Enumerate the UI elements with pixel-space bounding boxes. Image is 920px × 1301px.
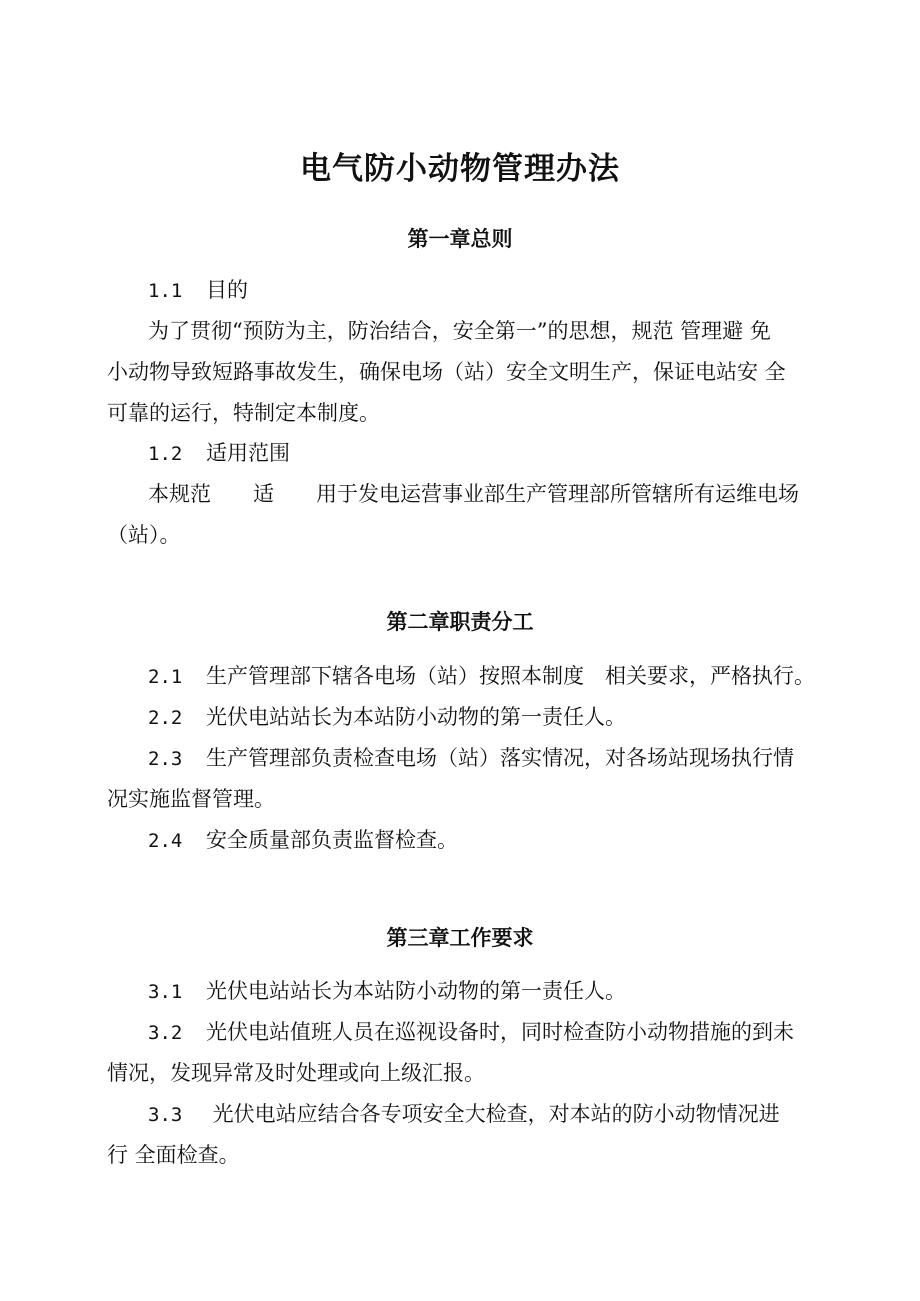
clause-text: 适用范围 bbox=[206, 441, 290, 465]
clause-number: 2.3 bbox=[148, 748, 183, 770]
clause-1-1-body bbox=[107, 311, 819, 434]
clause-2-3 bbox=[107, 738, 819, 820]
chapter-2-heading: 第二章职责分工 bbox=[386, 609, 534, 634]
clause-2-4 bbox=[107, 820, 819, 861]
clause-text: 目的 bbox=[206, 278, 248, 302]
paragraph-line: 本规范 适 用于发电运营事业部生产管理部所管辖所有运维电场 bbox=[148, 482, 799, 506]
clause-text: 光伏电站站长为本站防小动物的第一责任人。 bbox=[206, 979, 626, 1003]
clause-2-1 bbox=[107, 656, 819, 697]
paragraph-line: 况实施监督管理。 bbox=[107, 787, 275, 811]
chapter-3-heading: 第三章工作要求 bbox=[386, 925, 534, 950]
clause-number: 2.2 bbox=[148, 707, 183, 729]
clause-3-2 bbox=[107, 1012, 819, 1094]
clause-3-1 bbox=[107, 971, 819, 1012]
paragraph-line: 情况，发现异常及时处理或向上级汇报。 bbox=[107, 1061, 485, 1085]
clause-1-2-body bbox=[107, 474, 819, 556]
clause-text: 生产管理部负责检查电场（站）落实情况，对各场站现场执行情 bbox=[206, 746, 794, 770]
clause-number: 2.4 bbox=[148, 830, 183, 852]
clause-1-1 bbox=[107, 270, 819, 311]
clause-number: 3.3 bbox=[148, 1104, 183, 1126]
paragraph-line: （站）。 bbox=[107, 523, 181, 547]
clause-text: 光伏电站站长为本站防小动物的第一责任人。 bbox=[206, 705, 626, 729]
clause-text: 光伏电站值班人员在巡视设备时，同时检查防小动物措施的到未 bbox=[206, 1020, 794, 1044]
clause-text: 生产管理部下辖各电场（站）按照本制度 相关要求，严格执行。 bbox=[206, 664, 815, 688]
paragraph-line: 可靠的运行，特制定本制度。 bbox=[107, 401, 380, 425]
chapter-1-heading: 第一章总则 bbox=[407, 226, 513, 251]
clause-2-2 bbox=[107, 697, 819, 738]
clause-number: 1.1 bbox=[148, 280, 183, 302]
clause-number: 1.2 bbox=[148, 443, 183, 465]
paragraph-line: 小动物导致短路事故发生，确保电场（站）安全文明生产，保证电站安 全 bbox=[107, 360, 786, 384]
clause-text: 光伏电站应结合各专项安全大检查，对本站的防小动物情况进 bbox=[206, 1102, 780, 1126]
paragraph-line: 为了贯彻“预防为主，防治结合，安全第一”的思想，规范 管理避 免 bbox=[148, 319, 771, 343]
paragraph-line: 行 全面检查。 bbox=[107, 1143, 240, 1167]
clause-number: 2.1 bbox=[148, 666, 183, 688]
clause-number: 3.1 bbox=[148, 981, 183, 1003]
document-title: 电气防小动物管理办法 bbox=[300, 151, 620, 187]
clause-3-3 bbox=[107, 1094, 819, 1176]
clause-number: 3.2 bbox=[148, 1022, 183, 1044]
clause-1-2 bbox=[107, 433, 819, 474]
clause-text: 安全质量部负责监督检查。 bbox=[206, 828, 458, 852]
